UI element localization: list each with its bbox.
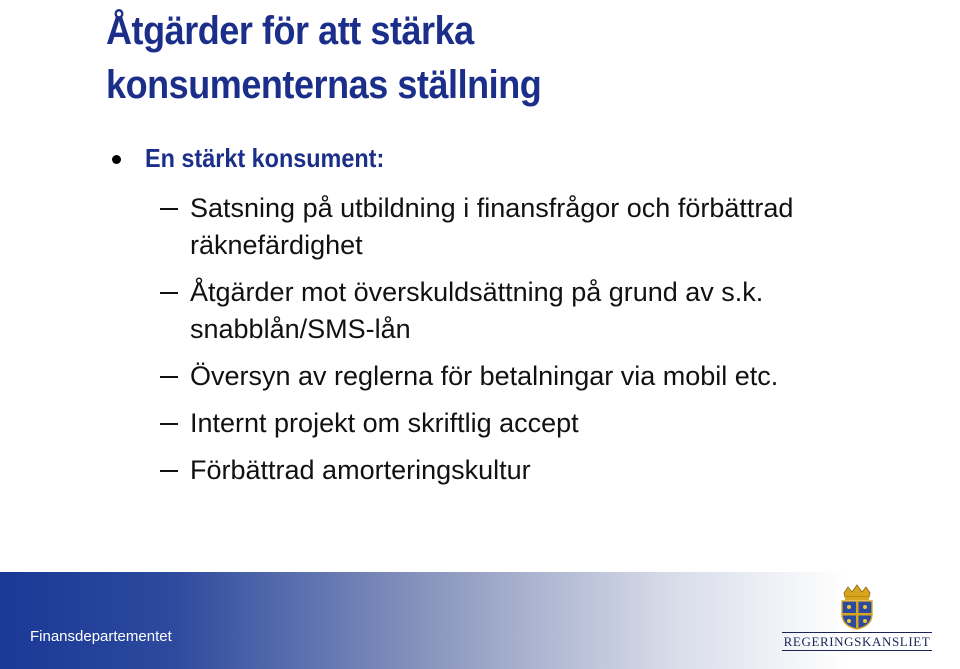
dash-icon [160,208,178,210]
dash-icon [160,376,178,378]
sub-bullet-text: Satsning på utbildning i finansfrågor och förbättrad räknefärdighet [190,193,794,260]
main-bullet [112,143,411,174]
sub-bullet-item [160,190,920,264]
bullet-dot-icon [112,155,121,164]
swedish-coat-of-arms-icon [838,584,876,630]
title-line-2: konsumenternas ställning [106,63,542,107]
dash-icon [160,292,178,294]
sub-bullet-item [160,274,920,348]
slide-title [106,4,844,112]
sub-bullet-item [160,358,920,395]
department-name: Finansdepartementet [30,628,172,645]
sub-bullet-text: Åtgärder mot överskuldsättning på grund av s.k. snabblån/SMS-lån [190,277,764,344]
sub-bullet-item [160,405,920,442]
sub-bullet-list [160,190,920,499]
dash-icon [160,470,178,472]
regeringskansliet-logo [782,584,932,654]
sub-bullet-item [160,452,920,489]
sub-bullet-text: Internt projekt om skriftlig accept [190,408,579,438]
logo-wordmark: REGERINGSKANSLIET [783,634,931,649]
main-bullet-text: En stärkt konsument: [145,143,385,173]
sub-bullet-text: Översyn av reglerna för betalningar via mobil etc. [190,361,779,391]
dash-icon [160,423,178,425]
sub-bullet-text: Förbättrad amorteringskultur [190,455,531,485]
title-line-1: Åtgärder för att stärka [106,9,474,53]
